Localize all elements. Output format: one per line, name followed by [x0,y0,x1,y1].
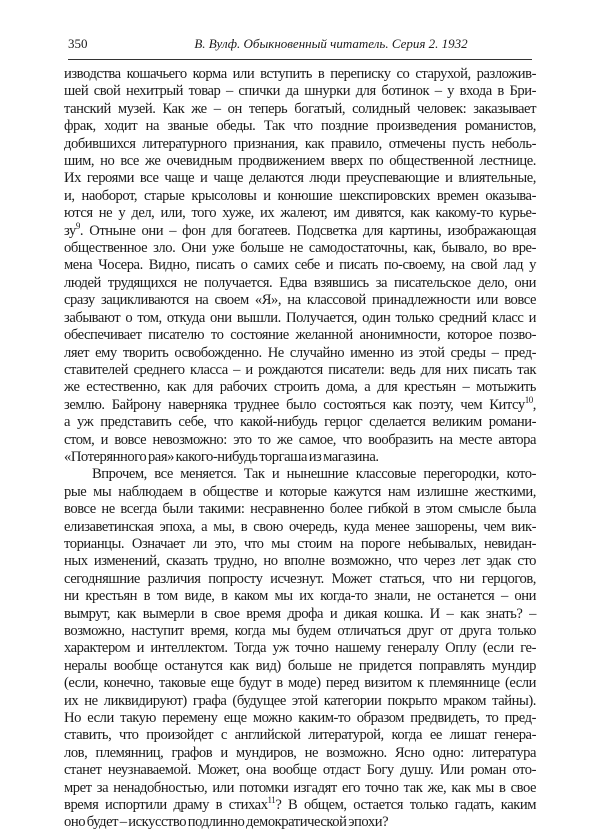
footnote-reference: 11 [267,795,276,806]
line-text: землю. Байрону наверняка труднее было состояться как поэту, чем Китсу [64,396,525,413]
text-line [64,292,536,309]
text-line [64,519,536,536]
running-header [68,36,532,56]
text-line [64,536,536,553]
line-text: нералы вообще останутся как вид) больше не придется поправлять мундир [64,657,536,674]
text-line [64,623,536,640]
line-text: общественное зло. Они уже больше не самодостаточны, как, бывало, во вре- [64,240,536,257]
text-line [64,640,536,657]
footnote-reference: 9 [75,220,80,231]
text-line [64,484,536,501]
line-text: характером и интеллектом. Тогда уж точно нашему генералу Оплу (если ге- [64,640,536,657]
text-line [64,658,536,675]
text-line [64,675,536,692]
line-text: , [532,396,536,413]
text-line [64,710,536,727]
text-line [64,432,536,449]
text-line [64,606,536,623]
paragraph [64,466,536,832]
line-text: лов, племянниц, графов и мундиров, не возможно. Ясно одно: литература [64,744,536,761]
line-text: рые мы наблюдаем в обществе и которые кажутся нам излишне жесткими, [64,483,536,500]
text-line [64,153,536,170]
text-line [64,501,536,518]
text-line [64,345,536,362]
line-text: сразу зацикливаются на своем «Я», на классовой принадлежности или вовсе [64,292,536,309]
line-text: торианцы. Означает ли это, что мы стоим на пороге небывалых, невидан- [64,535,536,552]
line-text: (если, конечно, таковые еще будут в моде) перед визитом к племяннице (если [64,675,536,692]
text-line [64,101,536,118]
line-text: танский музей. Как же – он теперь богатый, солидный человек: заказывает [64,100,536,117]
text-line [64,588,536,605]
text-line [64,814,536,831]
line-text: . Отныне они – фон для богатеев. Подсветка для картины, изображающая [79,222,536,239]
text-line [64,170,536,187]
text-line [64,66,536,83]
line-text: же естественно, как для рабочих строить дома, а для крестьян – мотыжить [64,379,536,396]
text-line [64,571,536,588]
text-line [64,327,536,344]
text-line [64,780,536,797]
line-text: стом, и вовсе невозможно: это то же самое, что вообразить на месте автора [64,431,536,448]
line-text: вымрут, как вымерли в свое время дрофа и дикая кошка. И – как знать? – [64,605,536,622]
text-line [64,362,536,379]
line-text: мрет за ненадобностью, или потомки изгадят его точно так же, как мы в свое [64,779,536,796]
line-text: «Потерянного рая» какого-нибудь торгаша из магазина. [64,448,379,465]
line-text: сегодняшние различия попросту исчезнут. Может статься, что ни герцогов, [64,570,536,587]
line-text: ляет ему творить освобожденно. Не случайно именно из этой среды – пред- [64,344,536,361]
text-line [64,693,536,710]
line-text: обеспечивает писателю то состояние желанной анонимности, которое позво- [64,327,536,344]
line-text: изводства кошачьего корма или вступить в переписку со старухой, разложив- [64,66,536,82]
text-line [64,118,536,135]
text-line [64,553,536,570]
text-line [64,220,536,240]
line-text: и, наоборот, старые крысоловы и конюшие шекспировских времен оказыва- [64,187,536,204]
line-text: ных изменений, сказать трудно, но вполне возможно, что через лет эдак сто [64,553,536,570]
line-text: ставить, что произойдет с английской литературой, когда ее лишат генера- [64,727,536,744]
line-text: фрак, ходит на званые обеды. Так что поздние произведения романистов, [64,118,536,135]
text-line [64,240,536,257]
line-text: зу [64,222,76,239]
line-text: ни крестьян в том виде, в каком мы их когда-то знали, не останется – они [64,588,536,605]
header-rule [68,59,532,60]
line-text: елизаветинская эпоха, а мы, в свою очередь, куда менее зашорены, чем вик- [64,518,536,535]
body-text [64,66,536,832]
text-line [64,745,536,762]
line-text: возможно, наступит время, когда мы будем отличаться друг от друга только [64,623,536,639]
text-line [64,727,536,744]
text-line [64,394,536,414]
text-line [64,83,536,100]
running-title: В. Вулф. Обыкновенный читатель. Серия 2. 1932 [194,36,468,51]
line-text: добившихся литературного признания, как правило, отмечены пусть неболь- [64,135,536,152]
line-text: а уж представить себе, что какой-нибудь герцог сделается великим романи- [64,414,536,431]
text-line [64,466,536,483]
text-line [64,188,536,205]
line-text: ставителей среднего класса – и рождаются писатели: ведь для них писать так [64,361,536,378]
line-text: забывают о том, откуда они вышли. Получается, один только средний класс и [64,309,536,326]
line-text: их не ликвидируют) графа (будущее этой категории покрыто мраком тайны). [64,692,536,709]
text-line [64,205,536,222]
line-text: Но если такую перемену еще можно каким-то образом предвидеть, то пред- [64,710,536,727]
text-line [64,797,536,814]
text-line [64,379,536,396]
line-text: шим, но все же очевидным продвижением вверх по общественной лестнице. [64,153,536,170]
line-text: станет неузнаваемой. Может, она вообще отдаст Богу душу. Или роман ото- [64,762,536,779]
line-text: шей свой нехитрый товар – спички да шнурки для ботинок – у входа в Бри- [64,83,536,100]
text-line [64,136,536,153]
line-text: оно будет – искусство подлинно демократической эпохи? [64,814,389,831]
line-text: людей трудящихся не получается. Едва взявшись за писательское дело, они [64,274,536,291]
line-text: время испортили драму в стихах [64,797,268,814]
text-line [64,414,536,431]
text-line [64,275,536,292]
text-line [64,257,536,274]
footnote-reference: 10 [524,394,533,405]
line-text: мена Чосера. Видно, писать о самих себе и писать по-своему, на свой лад у [64,257,536,274]
paragraph [64,66,536,466]
text-line [64,310,536,327]
line-text: вовсе не всегда были такими: несравненно более гибкой в этом смысле была [64,501,536,518]
line-text: Впрочем, все меняется. Так и нынешние классовые перегородки, кото- [92,466,536,483]
page-number: 350 [68,36,88,51]
line-text: Их героями все чаще и чаще делаются люди преуспевающие и влиятельные, [64,170,536,187]
text-line [64,449,536,466]
line-text: ? В общем, остается только гадать, каким [275,797,537,814]
line-text: ются не у дел, или, того хуже, их жалеют, им дивятся, как какому-то курье- [64,205,536,222]
